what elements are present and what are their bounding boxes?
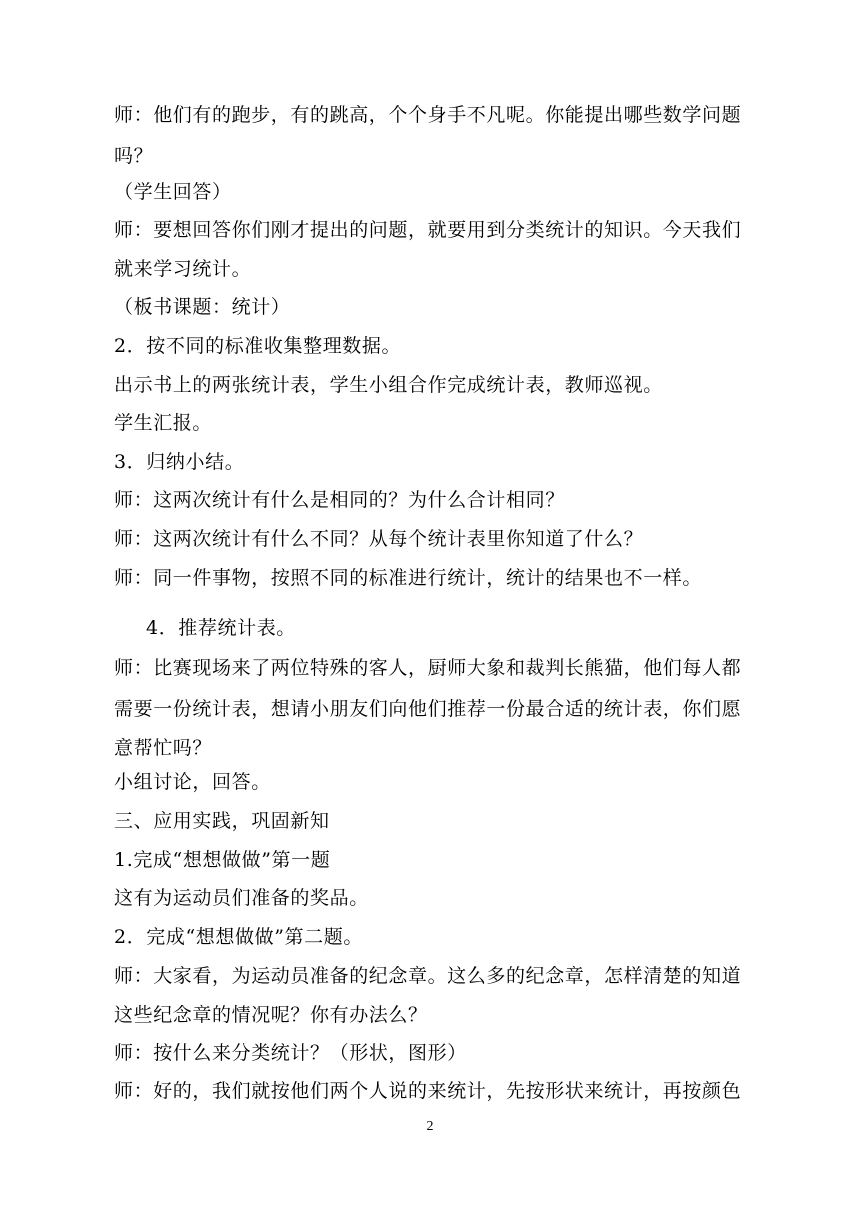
text-line: 出示书上的两张统计表，学生小组合作完成统计表，教师巡视。: [114, 374, 663, 396]
text-line: 就来学习统计。: [114, 258, 252, 280]
text-line: 师：同一件事物，按照不同的标准进行统计，统计的结果也不一样。: [114, 567, 703, 589]
text-line: 师：这两次统计有什么是相同的？为什么合计相同？: [114, 489, 565, 511]
text-line: 3．归纳小结。: [114, 451, 245, 473]
text-line: 2．按不同的标准收集整理数据。: [114, 335, 402, 357]
text-line: 学生汇报。: [114, 412, 213, 434]
text-line: 师：要想回答你们刚才提出的问题，就要用到分类统计的知识。今天我们: [114, 219, 742, 241]
text-line: 师：这两次统计有什么不同？从每个统计表里你知道了什么？: [114, 528, 644, 550]
text-line: 师：大家看，为运动员准备的纪念章。这么多的纪念章，怎样清楚的知道: [114, 965, 742, 987]
text-line: 师：按什么来分类统计？（形状，图形）: [114, 1042, 467, 1064]
text-line: （板书课题：统计）: [114, 296, 291, 318]
text-line: 三、应用实践，巩固新知: [114, 810, 330, 832]
text-line: 吗？: [114, 145, 154, 167]
page-number: 2: [426, 1119, 434, 1134]
text-line: 这有为运动员们准备的奖品。: [114, 887, 369, 909]
text-line: 这些纪念章的情况呢？你有办法么？: [114, 1004, 428, 1026]
text-line: 师：他们有的跑步，有的跳高，个个身手不凡呢。你能提出哪些数学问题: [114, 104, 742, 126]
text-line: 师：比赛现场来了两位特殊的客人，厨师大象和裁判长熊猫，他们每人都: [114, 657, 742, 679]
text-line: 2．完成“想想做做”第二题。: [114, 926, 363, 948]
text-line: 1.完成“想想做做”第一题: [114, 849, 331, 871]
text-line: （学生回答）: [114, 181, 232, 203]
text-line: 需要一份统计表，想请小朋友们向他们推荐一份最合适的统计表，你们愿: [114, 698, 742, 720]
text-line: 师：好的，我们就按他们两个人说的来统计，先按形状来统计，再按颜色: [114, 1080, 742, 1102]
text-line: 小组讨论，回答。: [114, 771, 271, 793]
text-line: 意帮忙吗？: [114, 737, 213, 759]
text-line: 4．推荐统计表。: [146, 617, 296, 639]
